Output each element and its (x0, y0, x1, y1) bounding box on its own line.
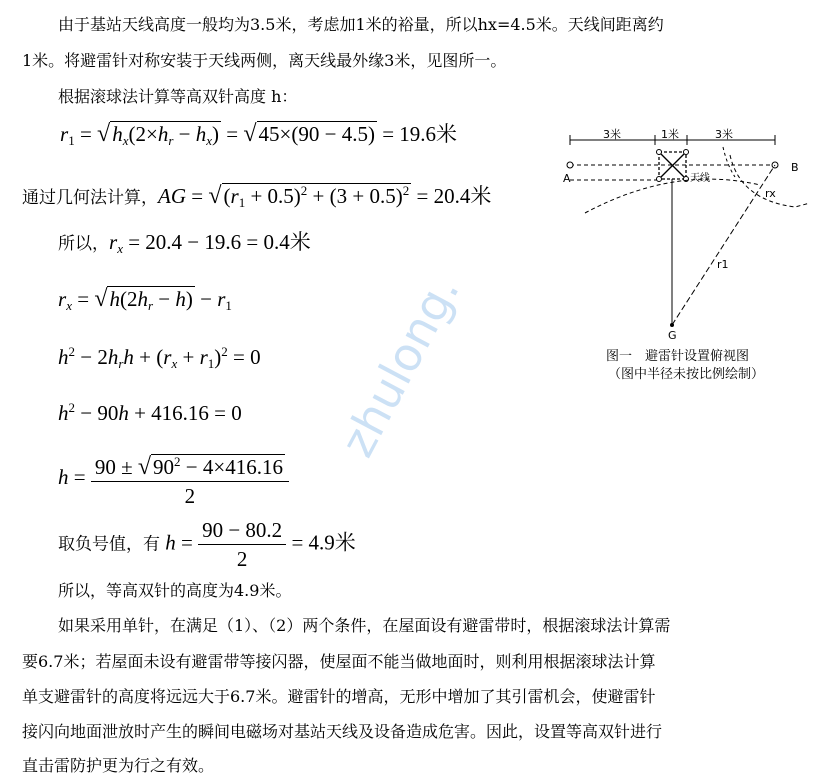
equation-r1: $r_1 = √h_x(2\times h_r - h_x) = √45\times(90 - 4.5) = 19.6$米 (60, 121, 458, 148)
point-a-marker (567, 162, 573, 168)
radius-r1-line (672, 165, 775, 325)
equation-quadratic-solution: h = $\frac{90 \pm √90^2 - 4\times 416.16}{2}$ (58, 448, 289, 510)
label-mid-1m: 1米 (661, 128, 679, 141)
equation-rx-value: 所以，$r_x = 20.4 - 19.6 = 0.4$米 (58, 230, 311, 256)
figure-caption-line-1: 图一 避雷针设置俯视图 (606, 349, 750, 364)
lightning-rod-layout-figure (555, 125, 815, 340)
paragraph-3: 所以，等高双针的高度为4.9米。 (58, 581, 292, 600)
watermark: zhulong. (330, 266, 470, 466)
paragraph-2: 根据滚球法计算等高双针高度 h： (58, 87, 298, 106)
label-right-3m: 3米 (715, 128, 733, 141)
paragraph-4-line-3: 单支避雷针的高度将远远大于6.7米。避雷针的增高，无形中增加了其引雷机会，使避雷针 (22, 687, 656, 706)
paragraph-1-line-2: 1米。将避雷针对称安装于天线两侧，离天线最外缘3米，见图所一。 (22, 51, 507, 70)
paragraph-4-line-5: 直击雷防护更为行之有效。 (22, 756, 215, 775)
equation-negative-root: 取负号值，有 h = $\frac{90 - 80.2}{2}$ = 4.9米 (58, 518, 356, 571)
point-g-marker (670, 323, 674, 327)
point-g-label: G (668, 329, 677, 340)
equation-quadratic-general: $h^2 - 2h_rh + (r_x + r_1)^2 = 0$ (58, 344, 261, 371)
paragraph-4-line-2: 要6.7米；若屋面未设有避雷带等接闪器，使屋面不能当做地面时，则利用根据滚球法计算 (22, 652, 656, 671)
point-a-label: A (563, 172, 571, 185)
rx-label: rx (765, 187, 776, 200)
antenna-label: 天线 (690, 173, 710, 184)
paragraph-4-line-1: 如果采用单针，在满足（1）、（2）两个条件，在屋面设有避雷带时，根据滚球法计算需 (58, 616, 671, 635)
paragraph-4-line-4: 接闪向地面泄放时产生的瞬间电磁场对基站天线及设备造成危害。因此，设置等高双针进行 (22, 722, 663, 741)
figure-caption-line-2: （图中半径未按比例绘制） (608, 367, 765, 382)
paragraph-1-line-1: 由于基站天线高度一般均为3.5米，考虑加1米的裕量，所以hx=4.5米。天线间距离约 (58, 15, 664, 34)
label-left-3m: 3米 (603, 128, 621, 141)
point-b-label: B (791, 161, 799, 174)
equation-quadratic-numeric: $h^2 - 90h + 416.16 = 0$ (58, 400, 242, 425)
equation-rx-formula: $r_x = √h(2h_r - h) - r_1$ (58, 286, 232, 313)
equation-ag: 通过几何法计算，AG = $√(r_1 + 0.5)^2 + (3 + 0.5)^2 = 20.4$米 (22, 183, 492, 210)
r1-label: r1 (717, 258, 729, 271)
